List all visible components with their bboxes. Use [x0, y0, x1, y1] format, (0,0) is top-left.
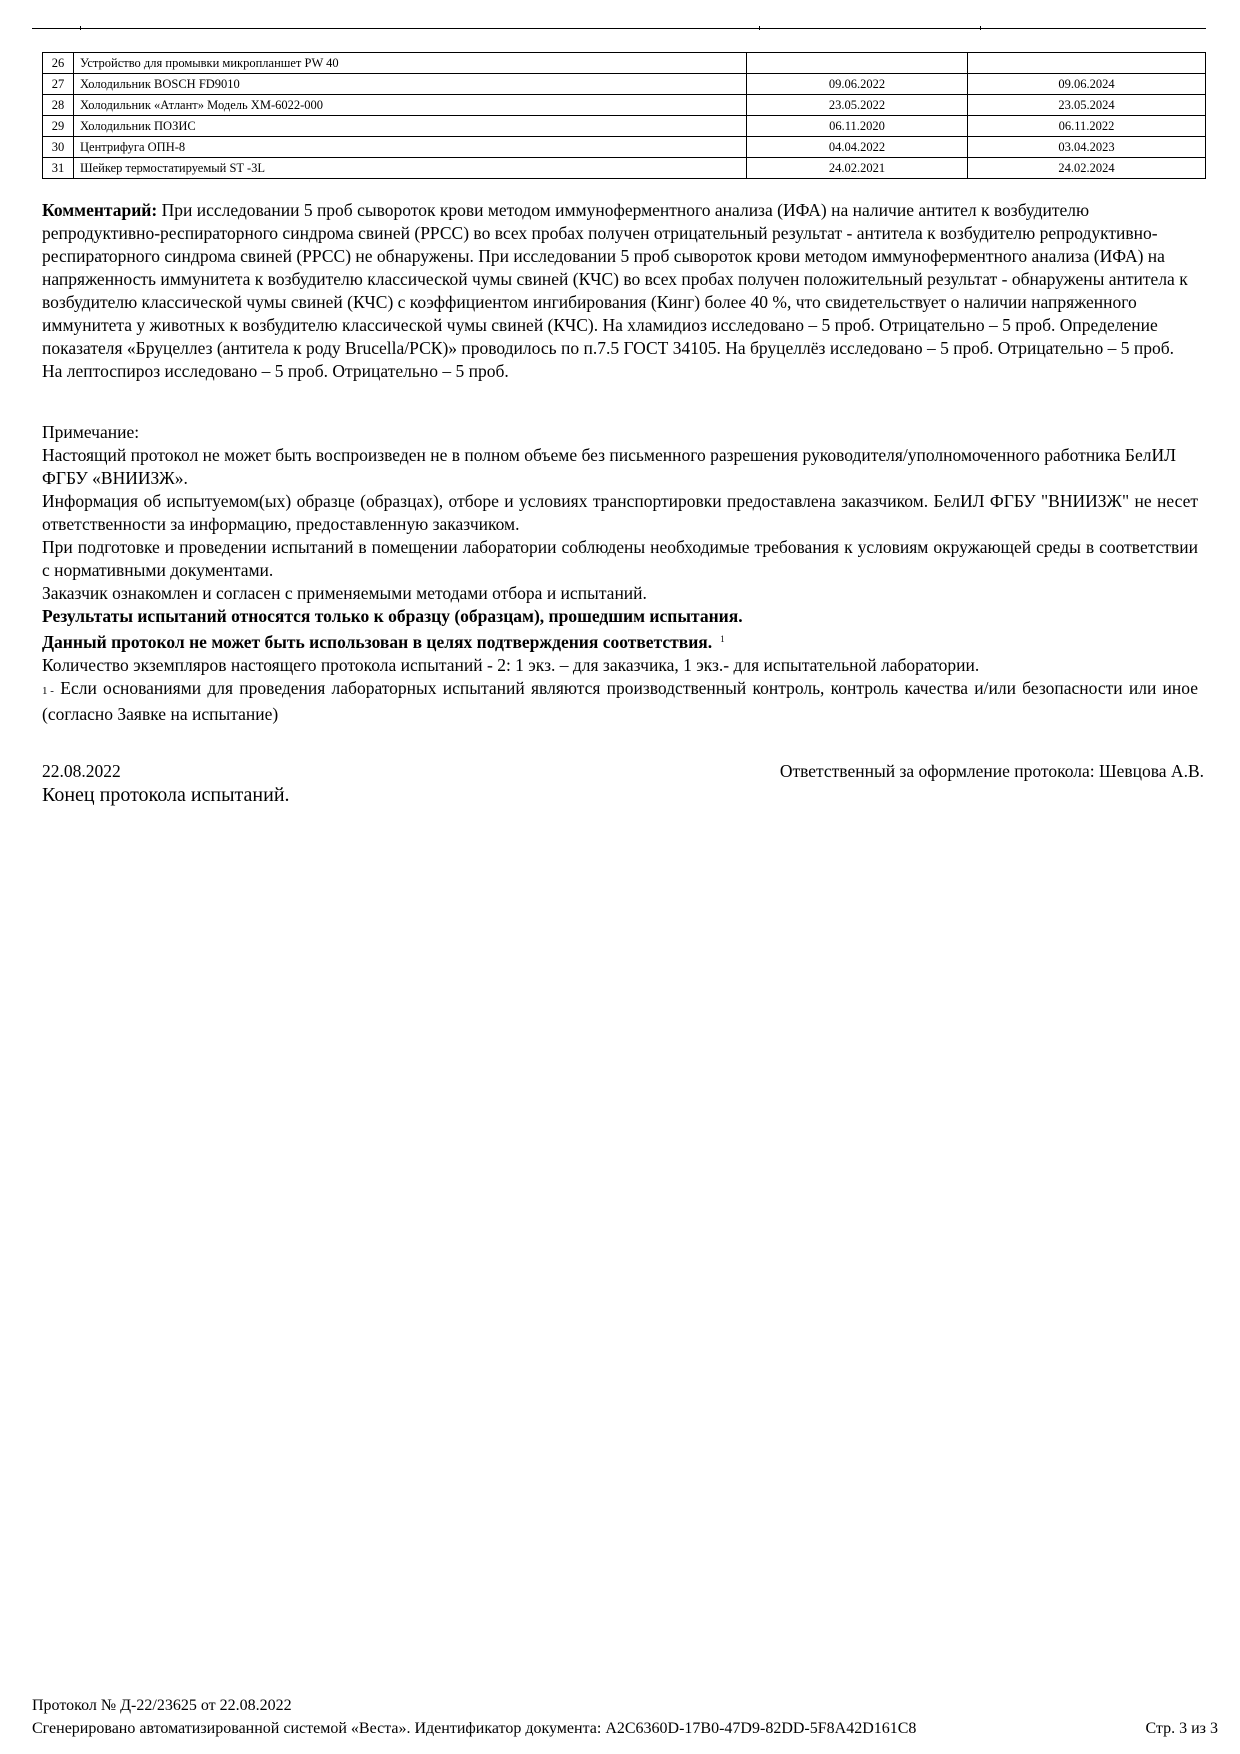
- footer-protocol-number: Протокол № Д-22/23625 от 22.08.2022: [32, 1697, 292, 1714]
- note-results-scope: Результаты испытаний относятся только к образцу (образцам), прошедшим испытания.: [42, 606, 743, 626]
- table-row: [43, 116, 1206, 137]
- date-from: 04.04.2022: [747, 137, 968, 158]
- row-number: 27: [43, 74, 74, 95]
- table-row: [43, 74, 1206, 95]
- date-to: 06.11.2022: [968, 116, 1206, 137]
- date-from: 24.02.2021: [747, 158, 968, 179]
- footer-page-number: Стр. 3 из 3: [1145, 1720, 1218, 1737]
- equipment-name: Холодильник «Атлант» Модель ХМ-6022-000: [74, 95, 747, 116]
- note-environment: При подготовке и проведении испытаний в помещении лаборатории соблюдены необходимые требования к условиям окружающей среды в соответствии с нормативными документами.: [42, 537, 1198, 580]
- responsible-person: Ответственный за оформление протокола: Шевцова А.В.: [779, 761, 1204, 781]
- row-number: 31: [43, 158, 74, 179]
- top-rule-tick: [759, 26, 760, 30]
- comment-text: При исследовании 5 проб сывороток крови методом иммуноферментного анализа (ИФА) на наличие антител к возбудителю репродуктивно-респираторного синдрома свиней (РРСС) во всех пробах получен отрицательный результат - антитела к возбудителю репродуктивно-респираторного синдрома свиней (РРСС) не обнаружены. При исследовании 5 проб сывороток крови методом иммуноферментного анализа (ИФА) на напряженность иммунитета к возбудителю классической чумы свиней (КЧС) во всех пробах получен положительный результат - обнаружены антитела к возбудителю классической чумы свиней (КЧС) с коэффициентом ингибирования (Кинг) более 40 %, что свидетельствует о наличии напряженного иммунитета у животных к возбудителю классической чумы свиней (КЧС). На хламидиоз исследовано – 5 проб. Отрицательно – 5 проб. Определение показателя «Бруцеллез (антитела к роду Brucella/РСК)» проводилось по п.7.5 ГОСТ 34105. На бруцеллёз исследовано – 5 проб. Отрицательно – 5 проб. На лептоспироз исследовано – 5 проб. Отрицательно – 5 проб.: [42, 200, 1188, 381]
- comment-label: Комментарий:: [42, 200, 158, 220]
- equipment-name: Шейкер термостатируемый ST -3L: [74, 158, 747, 179]
- note-conformity-line: [42, 628, 1198, 654]
- date-to: 09.06.2024: [968, 74, 1206, 95]
- top-rule: [32, 28, 1206, 29]
- table-row: [43, 53, 1206, 74]
- footnote-ref: 1: [720, 634, 725, 644]
- date-to: 23.05.2024: [968, 95, 1206, 116]
- footnote: [42, 677, 1198, 726]
- protocol-date: 22.08.2022: [42, 761, 121, 781]
- note-reproduction: Настоящий протокол не может быть воспроизведен не в полном объеме без письменного разрешения руководителя/уполномоченного работника БелИЛ ФГБУ «ВНИИЗЖ».: [42, 445, 1176, 488]
- row-number: 26: [43, 53, 74, 74]
- date-to: 03.04.2023: [968, 137, 1206, 158]
- date-to: 24.02.2024: [968, 158, 1206, 179]
- note-copies: Количество экземпляров настоящего протокола испытаний - 2: 1 экз. – для заказчика, 1 экз.- для испытательной лаборатории.: [42, 655, 980, 675]
- table-row: [43, 137, 1206, 158]
- top-rule-tick: [80, 26, 81, 30]
- equipment-name: Холодильник ПОЗИС: [74, 116, 747, 137]
- date-from: 23.05.2022: [747, 95, 968, 116]
- notes-section: [42, 421, 1198, 726]
- comment-section: [42, 199, 1198, 383]
- footer-generated-by: Сгенерировано автоматизированной системой «Веста». Идентификатор документа: A2C6360D-17B0-47D9-82DD-5F8A42D161C8: [32, 1720, 917, 1737]
- note-conformity: Данный протокол не может быть использован в целях подтверждения соответствия.: [42, 632, 713, 652]
- date-to: [968, 53, 1206, 74]
- row-number: 30: [43, 137, 74, 158]
- date-from: 06.11.2020: [747, 116, 968, 137]
- equipment-name: Холодильник BOSCH FD9010: [74, 74, 747, 95]
- equipment-table: [42, 52, 1206, 179]
- note-sample-info: Информация об испытуемом(ых) образце (образцах), отборе и условиях транспортировки предоставлена заказчиком. БелИЛ ФГБУ "ВНИИЗЖ" не несет ответственности за информацию, предоставленную заказчиком.: [42, 491, 1198, 534]
- table-row: [43, 158, 1206, 179]
- notes-heading: Примечание:: [42, 422, 140, 442]
- note-methods: Заказчик ознакомлен и согласен с применяемыми методами отбора и испытаний.: [42, 583, 647, 603]
- date-from: 09.06.2022: [747, 74, 968, 95]
- end-of-protocol: Конец протокола испытаний.: [42, 784, 290, 806]
- footnote-mark: 1 -: [42, 685, 54, 697]
- row-number: 29: [43, 116, 74, 137]
- equipment-name: Центрифуга ОПН-8: [74, 137, 747, 158]
- top-rule-tick: [980, 26, 981, 30]
- row-number: 28: [43, 95, 74, 116]
- footnote-text: Если основаниями для проведения лабораторных испытаний являются производственный контроль, контроль качества и/или безопасности или иное (согласно Заявке на испытание): [42, 678, 1199, 724]
- equipment-name: Устройство для промывки микропланшет PW 40: [74, 53, 747, 74]
- table-row: [43, 95, 1206, 116]
- date-from: [747, 53, 968, 74]
